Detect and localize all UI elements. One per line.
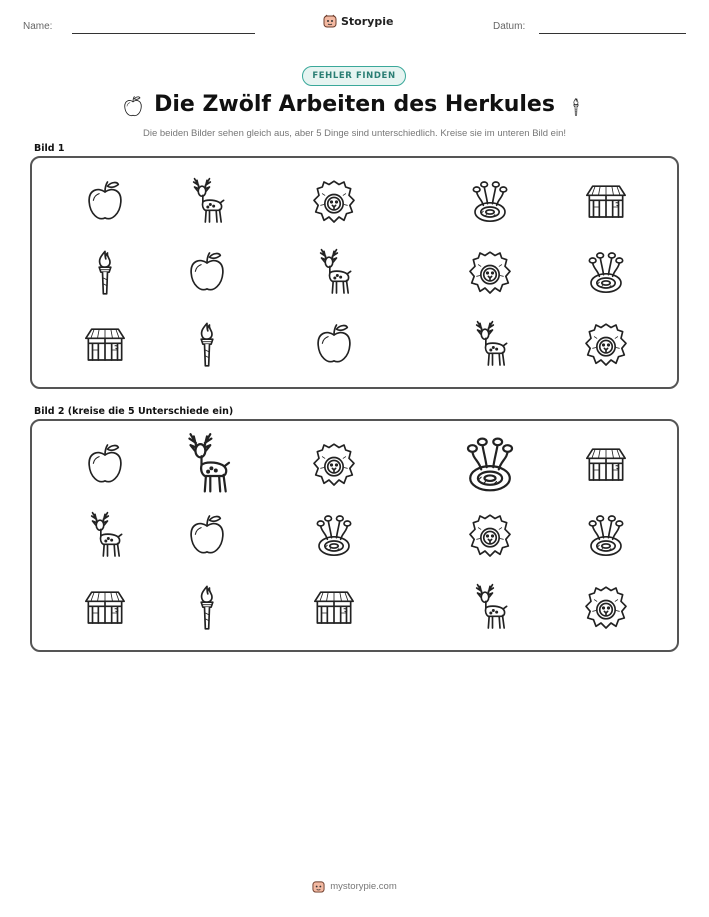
- lion-pelt-icon: [465, 248, 515, 298]
- date-label: Datum:: [493, 21, 526, 32]
- lion-pelt-icon: [581, 320, 631, 370]
- deer-icon: [182, 177, 232, 227]
- lion-pelt-icon: [309, 177, 359, 227]
- name-label: Name:: [23, 21, 53, 32]
- picture1-label: Bild 1: [34, 143, 65, 154]
- brand-logo: [323, 14, 393, 28]
- storypie-mascot-icon: [323, 14, 337, 28]
- deer-icon[interactable]: [465, 583, 515, 633]
- torch-icon: [80, 248, 130, 298]
- apple-icon: [182, 248, 232, 298]
- storypie-mascot-icon: [312, 880, 325, 893]
- date-input-line[interactable]: [539, 33, 686, 34]
- hydra-icon[interactable]: [581, 511, 631, 561]
- hydra-icon: [581, 248, 631, 298]
- worksheet-type-badge: FEHLER FINDEN: [302, 66, 406, 86]
- hydra-icon: [465, 177, 515, 227]
- instructions: Die beiden Bilder sehen gleich aus, aber 5 Dinge sind unterschiedlich. Kreise sie im unteren Bild ein!: [143, 128, 566, 139]
- stable-icon: [581, 177, 631, 227]
- apple-icon[interactable]: [80, 440, 130, 490]
- deer-icon: [465, 320, 515, 370]
- picture2-label: Bild 2 (kreise die 5 Unterschiede ein): [34, 406, 234, 417]
- picture1-panel: [30, 156, 679, 389]
- deer-icon[interactable]: [174, 432, 240, 498]
- hydra-icon[interactable]: [457, 432, 523, 498]
- footer: [0, 880, 709, 893]
- lion-pelt-icon[interactable]: [581, 583, 631, 633]
- hydra-icon[interactable]: [309, 511, 359, 561]
- lion-pelt-icon[interactable]: [465, 511, 515, 561]
- apple-icon[interactable]: [182, 511, 232, 561]
- torch-icon[interactable]: [182, 583, 232, 633]
- picture2-panel[interactable]: [30, 419, 679, 652]
- title-torch-icon: [566, 91, 586, 123]
- stable-icon[interactable]: [80, 583, 130, 633]
- brand-name: Storypie: [341, 14, 394, 28]
- stable-icon: [80, 320, 130, 370]
- deer-icon[interactable]: [80, 511, 130, 561]
- footer-url[interactable]: mystorypie.com: [330, 881, 397, 892]
- apple-icon: [80, 177, 130, 227]
- stable-icon[interactable]: [581, 440, 631, 490]
- torch-icon: [182, 320, 232, 370]
- stable-icon[interactable]: [309, 583, 359, 633]
- apple-icon: [309, 320, 359, 370]
- page-title: Die Zwölf Arbeiten des Herkules: [154, 92, 555, 117]
- lion-pelt-icon[interactable]: [309, 440, 359, 490]
- deer-icon: [309, 248, 359, 298]
- name-input-line[interactable]: [72, 33, 255, 34]
